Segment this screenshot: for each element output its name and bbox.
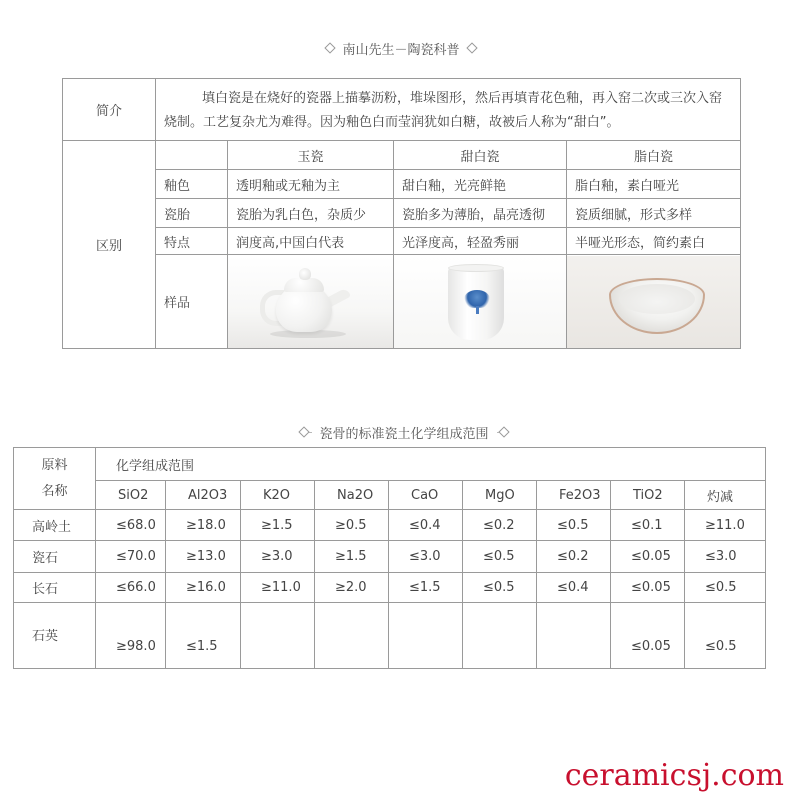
- table-cell: 瓷胎多为薄胎，晶亮透彻: [394, 199, 567, 228]
- intro-text: 填白瓷是在烧好的瓷器上描摹沥粉，堆垛图形，然后再填青花色釉，再入窑二次或三次入窑烧制。工艺复杂尤为难得。因为釉色白而莹润犹如白糖，故被后人称为“甜白”。: [156, 79, 741, 141]
- row-label: 长石: [14, 573, 96, 603]
- table-row: [63, 199, 741, 228]
- table-row: [14, 573, 766, 603]
- column-header: Na2O: [315, 481, 389, 510]
- white-bowl-icon: [567, 256, 740, 348]
- table-cell: [537, 603, 611, 669]
- intro-label: 简介: [63, 79, 156, 141]
- intro-row: [63, 79, 741, 141]
- table-row: [14, 541, 766, 573]
- table-cell: ≥98.0: [96, 603, 166, 669]
- raw-material-header: [14, 448, 96, 510]
- row-label: 石英: [14, 603, 96, 669]
- table-cell: ≥1.5: [241, 510, 315, 541]
- chemical-range-header: 化学组成范围: [96, 448, 766, 481]
- table-cell: ≥0.5: [315, 510, 389, 541]
- table-cell: 瓷胎为乳白色，杂质少: [228, 199, 394, 228]
- empty-cell: [156, 141, 228, 170]
- white-teapot-icon: [228, 256, 393, 348]
- table-cell: ≤0.05: [611, 573, 685, 603]
- table-cell: ≥18.0: [166, 510, 241, 541]
- table-cell: ≤66.0: [96, 573, 166, 603]
- table-cell: ≥1.5: [315, 541, 389, 573]
- table-cell: ≥2.0: [315, 573, 389, 603]
- table-cell: 透明釉或无釉为主: [228, 170, 394, 199]
- column-header-fat-white: 脂白瓷: [567, 141, 741, 170]
- column-header: MgO: [463, 481, 537, 510]
- diamond-ornament-icon: [466, 42, 477, 53]
- table-cell: 脂白釉，素白哑光: [567, 170, 741, 199]
- table-cell: ≤0.5: [685, 573, 766, 603]
- table-cell: ≤68.0: [96, 510, 166, 541]
- table-cell: ≤0.5: [463, 541, 537, 573]
- table-cell: ≤0.4: [389, 510, 463, 541]
- diamond-ornament-icon: [498, 426, 509, 437]
- table-cell: ≤0.05: [611, 603, 685, 669]
- table-cell: [389, 603, 463, 669]
- row-label-body: 瓷胎: [156, 199, 228, 228]
- table-row: [63, 228, 741, 255]
- compare-header-row: [63, 141, 741, 170]
- section-title-text: 南山先生－陶瓷科普: [342, 42, 460, 58]
- table-cell: ≤3.0: [685, 541, 766, 573]
- table-cell: [463, 603, 537, 669]
- raw-material-label: 原料: [41, 457, 68, 473]
- table-cell: ≤1.5: [166, 603, 241, 669]
- row-label-sample: 样品: [156, 255, 228, 349]
- table-cell: ≥11.0: [241, 573, 315, 603]
- table-cell: ≥13.0: [166, 541, 241, 573]
- raw-material-label: 名称: [41, 483, 68, 499]
- table-cell: 瓷质细腻，形式多样: [567, 199, 741, 228]
- diamond-ornament-icon: [298, 426, 309, 437]
- table-cell: 光泽度高，轻盈秀丽: [394, 228, 567, 255]
- sample-row: [63, 255, 741, 349]
- clay-composition-table: [13, 447, 766, 669]
- column-header: Fe2O3: [537, 481, 611, 510]
- table-cell: ≤70.0: [96, 541, 166, 573]
- column-header: 灼减: [685, 481, 766, 510]
- column-header: SiO2: [96, 481, 166, 510]
- row-label-feature: 特点: [156, 228, 228, 255]
- row-label-glaze: 釉色: [156, 170, 228, 199]
- sample-image-cell: [394, 255, 567, 349]
- table-cell: [315, 603, 389, 669]
- watermark: ceramicsj.com: [564, 758, 784, 793]
- table-row: [63, 170, 741, 199]
- column-header-row: [14, 481, 766, 510]
- porcelain-comparison-table: [62, 78, 741, 349]
- section-title-composition: [300, 420, 508, 444]
- section-title-text: 瓷骨的标准瓷土化学组成范围: [319, 426, 489, 442]
- row-label: 瓷石: [14, 541, 96, 573]
- table-cell: ≥3.0: [241, 541, 315, 573]
- sample-image-cell: [567, 255, 741, 349]
- column-header: CaO: [389, 481, 463, 510]
- table-row: [14, 510, 766, 541]
- column-header: K2O: [241, 481, 315, 510]
- table-cell: ≤3.0: [389, 541, 463, 573]
- table-cell: ≤0.5: [685, 603, 766, 669]
- table-cell: ≥16.0: [166, 573, 241, 603]
- table-cell: 甜白釉，光亮鲜艳: [394, 170, 567, 199]
- table-cell: ≤0.1: [611, 510, 685, 541]
- table-cell: 半哑光形态，简约素白: [567, 228, 741, 255]
- column-header-jade-porcelain: 玉瓷: [228, 141, 394, 170]
- table-cell: ≤0.5: [463, 573, 537, 603]
- table-cell: ≤0.5: [537, 510, 611, 541]
- table-cell: ≤0.2: [463, 510, 537, 541]
- table-cell: 润度高,中国白代表: [228, 228, 394, 255]
- compare-label: 区别: [63, 141, 156, 349]
- column-header-sweet-white: 甜白瓷: [394, 141, 567, 170]
- table-cell: ≤0.2: [537, 541, 611, 573]
- sample-image-cell: [228, 255, 394, 349]
- column-header: TiO2: [611, 481, 685, 510]
- row-label: 高岭土: [14, 510, 96, 541]
- table-row: [14, 603, 766, 669]
- table-cell: [241, 603, 315, 669]
- table-cell: ≤0.4: [537, 573, 611, 603]
- column-header: Al2O3: [166, 481, 241, 510]
- table-cell: ≥11.0: [685, 510, 766, 541]
- group-header-row: [14, 448, 766, 481]
- table-cell: ≤1.5: [389, 573, 463, 603]
- section-title-intro: [326, 36, 476, 60]
- table-cell: ≤0.05: [611, 541, 685, 573]
- blue-flower-cup-icon: [394, 256, 566, 348]
